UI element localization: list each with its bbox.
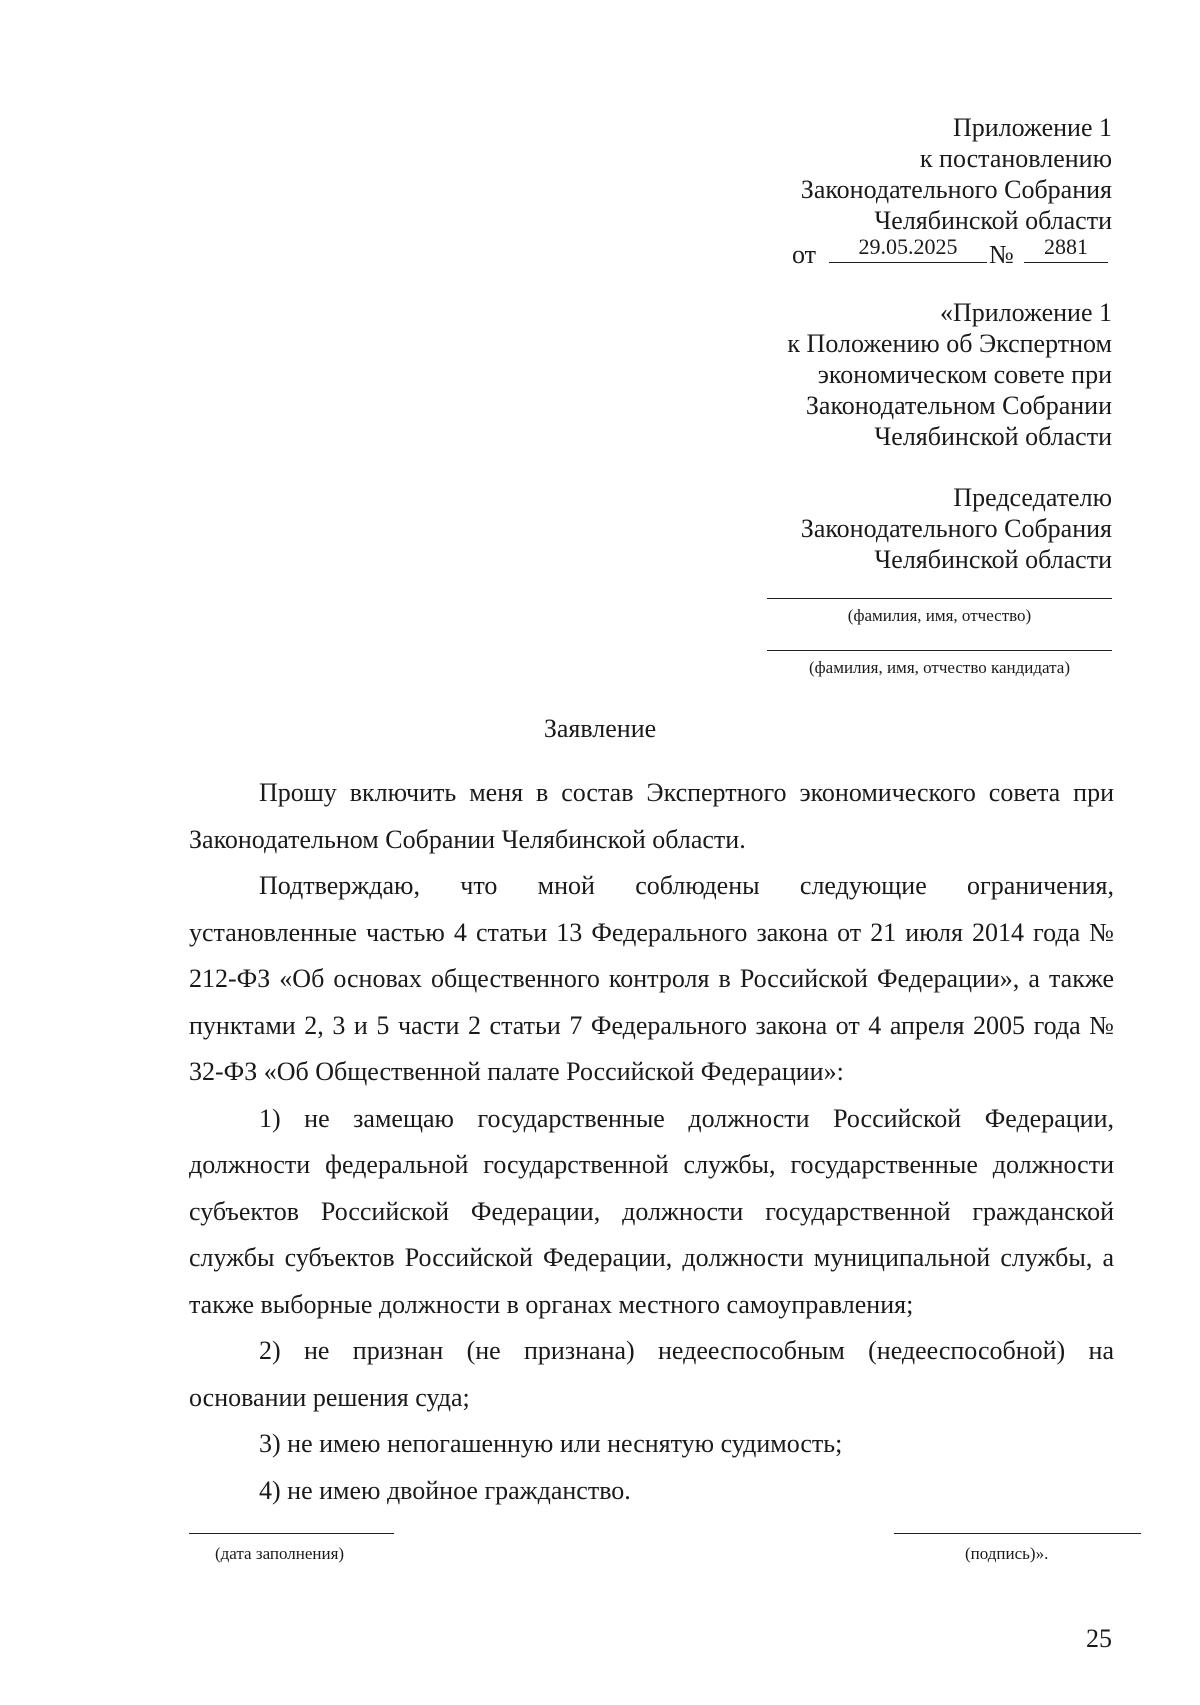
page-number: 25 xyxy=(1086,1624,1112,1653)
resolution-header xyxy=(592,112,1112,236)
header-line: к постановлению xyxy=(919,144,1112,173)
resolution-number: 2881 xyxy=(1024,234,1108,263)
signature-caption: (подпись)». xyxy=(965,1544,1049,1563)
chairman-name-line xyxy=(767,598,1112,599)
list-item: 4) не имею двойное гражданство. xyxy=(259,1475,631,1505)
paragraph: Подтверждаю, что мной соблюдены следующие ограничения, установленные частью 4 статьи 13 Федерального закона от 21 июля 2014 года № 212-ФЗ «Об основах общественного контроля в Российской Федерации», а также пунктами 2, 3 и 5 части 2 статьи 7 Федерального закона от 4 апреля 2005 года № 32-ФЗ «Об Общественной палате Российской Федерации»: xyxy=(189,871,1114,1086)
header-line: Законодательного Собрания xyxy=(800,175,1112,204)
addressee-line: Председателю xyxy=(953,483,1112,512)
list-item: 1) не замещаю государственные должности Российской Федерации, должности федеральной государственной службы, государственные должности субъектов Российской Федерации, должности государственной гражданской службы субъектов Российской Федерации, должности муниципальной службы, а также выборные должности в органах местного самоуправления; xyxy=(189,1103,1114,1319)
signature-line xyxy=(894,1533,1141,1534)
appendix-line: к Положению об Экспертном xyxy=(787,329,1112,358)
date-fill-line xyxy=(189,1533,394,1534)
document-title: Заявление xyxy=(543,714,657,743)
candidate-name-caption: (фамилия, имя, отчество кандидата) xyxy=(808,658,1070,677)
header-line: Челябинской области xyxy=(874,206,1112,235)
header-line: Приложение 1 xyxy=(952,113,1112,142)
appendix-line: Законодательном Собрании xyxy=(805,391,1112,420)
appendix-line: экономическом совете при xyxy=(817,360,1112,389)
number-label: № xyxy=(989,240,1014,269)
addressee-block xyxy=(592,482,1112,575)
addressee-line: Законодательного Собрания xyxy=(800,514,1112,543)
date-caption: (дата заполнения) xyxy=(215,1544,345,1563)
addressee-line: Челябинской области xyxy=(874,545,1112,574)
statement-body xyxy=(189,770,1114,1514)
candidate-name-line xyxy=(767,650,1112,651)
appendix-line: Челябинской области xyxy=(874,422,1112,451)
appendix-line: «Приложение 1 xyxy=(939,298,1112,327)
list-item: 3) не имею непогашенную или неснятую судимость; xyxy=(259,1429,843,1458)
from-label: от xyxy=(792,240,817,269)
resolution-date-number xyxy=(792,236,1112,268)
chairman-name-caption: (фамилия, имя, отчество) xyxy=(847,606,1032,625)
resolution-date: 29.05.2025 xyxy=(829,234,987,263)
paragraph: Прошу включить меня в состав Экспертного экономического совета при Законодательном Собрании Челябинской области. xyxy=(189,778,1114,854)
list-item: 2) не признан (не признана) недееспособным (недееспособной) на основании решения суда; xyxy=(189,1336,1114,1412)
appendix-reference xyxy=(592,297,1112,452)
